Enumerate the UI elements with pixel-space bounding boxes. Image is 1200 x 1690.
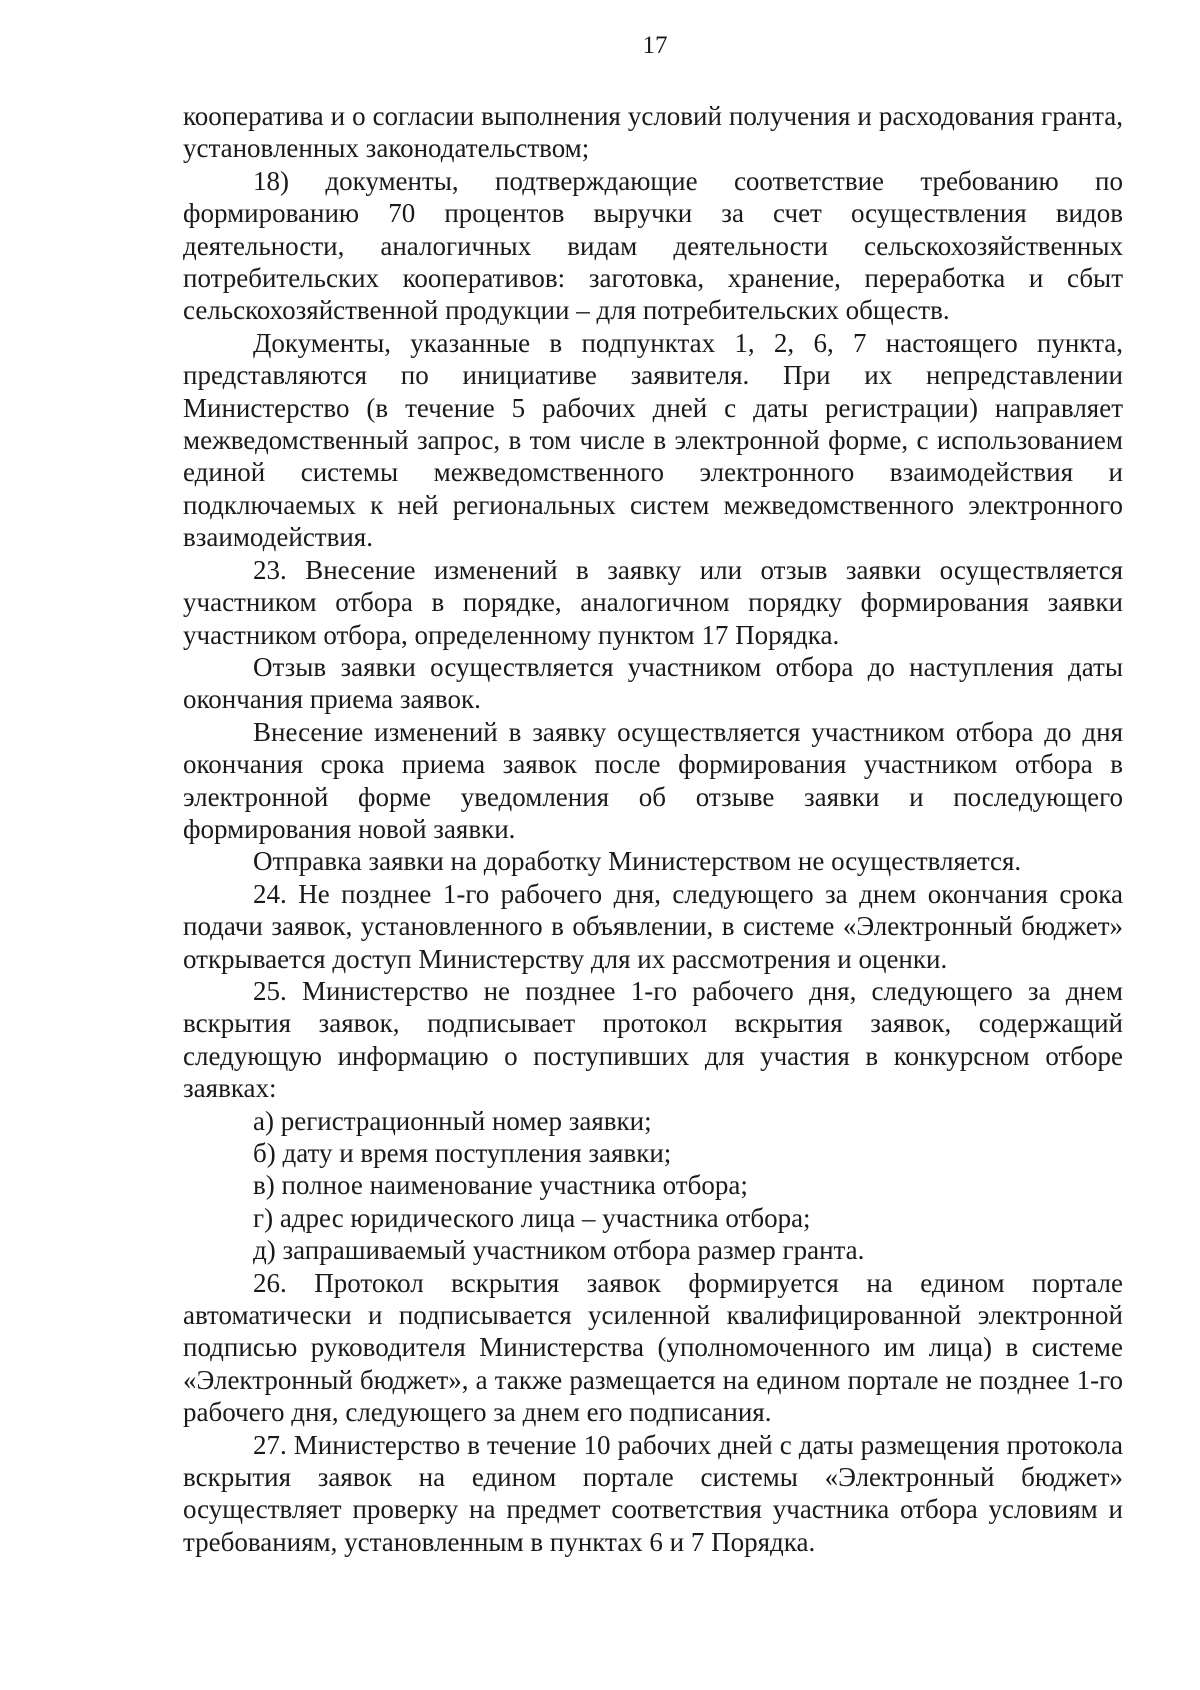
list-item: в) полное наименование участника отбора; [253, 1170, 748, 1201]
paragraph: Отзыв заявки осуществляется участником отбора до наступления даты окончания приема заявок. [183, 651, 1123, 715]
paragraph: 18) документы, подтверждающие соответствие требованию по формированию 70 процентов выручки за счет осуществления видов деятельности, аналогичных видам деятельности сельскохозяйственных потребительских кооперативов: заготовка, хранение, переработка и сбыт сельскохозяйственной продукции – для потребительских обществ. [183, 165, 1123, 326]
paragraph: 23. Внесение изменений в заявку или отзыв заявки осуществляется участником отбора в порядке, аналогичном порядку формирования заявки участником отбора, определенному пунктом 17 Порядка. [183, 554, 1123, 650]
paragraph: Отправка заявки на доработку Министерством не осуществляется. [253, 846, 1022, 877]
paragraph: Внесение изменений в заявку осуществляется участником отбора до дня окончания срока приема заявок после формирования участником отбора в электронной форме уведомления об отзыве заявки и последующего формирования новой заявки. [183, 716, 1123, 844]
paragraph: 26. Протокол вскрытия заявок формируется на едином портале автоматически и подписывается усиленной квалифицированной электронной подписью руководителя Министерства (уполномоченного им лица) в системе «Электронный бюджет», а также размещается на едином портале не позднее 1-го рабочего дня, следующего за днем его подписания. [183, 1267, 1123, 1428]
paragraph: 25. Министерство не позднее 1-го рабочего дня, следующего за днем вскрытия заявок, подписывает протокол вскрытия заявок, содержащий следующую информацию о поступивших для участия в конкурсном отборе заявках: [183, 975, 1123, 1104]
list-item: а) регистрационный номер заявки; [253, 1105, 652, 1136]
paragraph: Документы, указанные в подпунктах 1, 2, 6, 7 настоящего пункта, представляются по инициативе заявителя. При их непредставлении Министерство (в течение 5 рабочих дней с даты регистрации) направляет межведомственный запрос, в том числе в электронной форме, с использованием единой системы межведомственного электронного взаимодействия и подключаемых к ней региональных систем межведомственного электронного взаимодействия. [183, 327, 1123, 553]
paragraph: 24. Не позднее 1-го рабочего дня, следующего за днем окончания срока подачи заявок, установленного в объявлении, в системе «Электронный бюджет» открывается доступ Министерству для их рассмотрения и оценки. [183, 878, 1123, 974]
list-item: г) адрес юридического лица – участника отбора; [253, 1202, 811, 1233]
list-item: б) дату и время поступления заявки; [253, 1138, 672, 1168]
paragraph: 27. Министерство в течение 10 рабочих дней с даты размещения протокола вскрытия заявок на едином портале системы «Электронный бюджет» осуществляет проверку на предмет соответствия участника отбора условиям и требованиям, установленным в пунктах 6 и 7 Порядка. [183, 1429, 1123, 1557]
list-item: д) запрашиваемый участником отбора размер гранта. [253, 1235, 865, 1266]
paragraph: кооператива и о согласии выполнения условий получения и расходования гранта, установленных законодательством; [183, 101, 1123, 164]
page-number: 17 [642, 32, 668, 59]
document-body [183, 100, 1123, 1558]
